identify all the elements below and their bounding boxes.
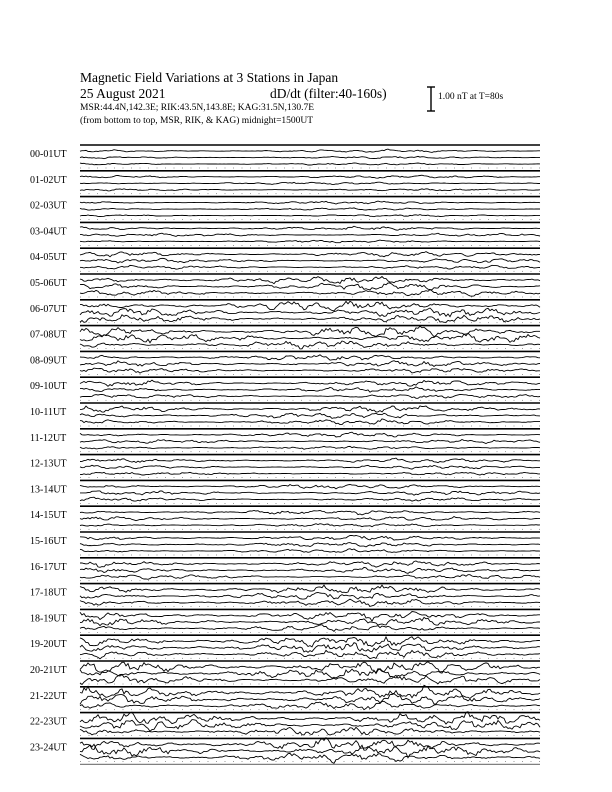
trace-rik: [80, 465, 540, 469]
row-label: 19-20UT: [30, 639, 67, 651]
trace-kag: [80, 201, 540, 204]
trace-rik: [80, 182, 540, 184]
row-01-02UT: [30, 171, 540, 194]
trace-rik: [80, 258, 540, 263]
trace-rik: [80, 283, 540, 290]
trace-msr: [80, 524, 540, 527]
trace-rik: [80, 440, 540, 444]
row-09-10UT: [30, 377, 540, 400]
row-label: 06-07UT: [30, 303, 67, 315]
trace-msr: [80, 341, 540, 349]
trace-rik: [80, 593, 540, 600]
row-label: 00-01UT: [30, 149, 67, 160]
trace-kag: [80, 277, 540, 284]
trace-kag: [80, 458, 540, 463]
row-label: 05-06UT: [30, 278, 67, 289]
trace-kag: [80, 662, 540, 674]
row-11-12UT: [30, 429, 540, 452]
trace-rik: [80, 387, 540, 392]
trace-msr: [80, 727, 540, 735]
trace-rik: [80, 156, 540, 158]
trace-rik: [80, 491, 540, 495]
row-12-13UT: [30, 455, 540, 478]
row-10-11UT: [30, 403, 540, 426]
row-04-05UT: [30, 248, 540, 271]
row-label: 14-15UT: [30, 510, 67, 522]
trace-kag: [80, 355, 540, 360]
trace-msr: [80, 472, 540, 475]
row-label: 09-10UT: [30, 381, 67, 393]
station-order-note: (from bottom to top, MSR, RIK, & KAG) midnight=1500UT: [80, 116, 314, 126]
row-label: 10-11UT: [30, 407, 67, 418]
trace-msr: [80, 497, 540, 501]
trace-kag: [80, 326, 540, 337]
trace-msr: [80, 549, 540, 553]
trace-rik: [80, 669, 540, 679]
trace-kag: [80, 585, 540, 593]
row-label: 15-16UT: [30, 536, 67, 547]
trace-msr: [80, 446, 540, 449]
trace-kag: [80, 637, 540, 647]
trace-kag: [80, 535, 540, 540]
trace-msr: [80, 394, 540, 398]
trace-kag: [80, 380, 540, 386]
row-label: 22-23UT: [30, 716, 67, 728]
trace-kag: [80, 511, 540, 515]
trace-msr: [80, 753, 540, 763]
row-label: 13-14UT: [30, 484, 67, 496]
trace-msr: [80, 290, 540, 297]
chart-date: 25 August 2021: [80, 86, 166, 101]
row-08-09UT: [30, 351, 540, 374]
row-15-16UT: [30, 532, 540, 555]
trace-rik: [80, 361, 540, 367]
trace-kag: [80, 406, 540, 412]
trace-kag: [80, 612, 540, 622]
row-label: 12-13UT: [30, 458, 67, 470]
row-06-07UT: [30, 300, 540, 323]
trace-msr: [80, 625, 540, 632]
trace-rik: [80, 517, 540, 521]
row-label: 18-19UT: [30, 613, 67, 625]
row-05-06UT: [30, 274, 540, 297]
trace-kag: [80, 561, 540, 567]
trace-msr: [80, 701, 540, 709]
trace-rik: [80, 233, 540, 236]
row-21-22UT: [30, 685, 540, 710]
row-label: 01-02UT: [30, 174, 67, 186]
trace-msr: [80, 163, 540, 165]
row-label: 17-18UT: [30, 587, 67, 599]
row-07-08UT: [30, 326, 540, 349]
trace-msr: [80, 215, 540, 217]
row-label: 20-21UT: [30, 665, 67, 676]
chart-filter: dD/dt (filter:40-160s): [270, 86, 387, 101]
trace-kag: [80, 485, 540, 489]
row-14-15UT: [30, 506, 540, 529]
trace-rik: [80, 694, 540, 705]
row-20-21UT: [30, 661, 540, 685]
trace-msr: [80, 650, 540, 659]
row-label: 02-03UT: [30, 200, 67, 212]
row-18-19UT: [30, 609, 540, 632]
row-label: 23-24UT: [30, 742, 67, 754]
row-16-17UT: [30, 558, 540, 581]
trace-msr: [80, 575, 540, 580]
trace-kag: [80, 226, 540, 230]
trace-msr: [80, 265, 540, 269]
trace-rik: [80, 643, 540, 653]
row-label: 11-12UT: [30, 432, 67, 444]
station-coordinates: MSR:44.4N,142.3E; RIK:43.5N,143.8E; KAG:31.5N,130.7E: [80, 103, 315, 113]
trace-rik: [80, 333, 540, 343]
trace-msr: [80, 368, 540, 373]
row-19-20UT: [30, 635, 540, 659]
row-label: 03-04UT: [30, 226, 67, 238]
trace-rik: [80, 308, 540, 317]
trace-msr: [80, 599, 540, 606]
trace-rik: [80, 208, 540, 210]
row-13-14UT: [30, 480, 540, 503]
chart-title: Magnetic Field Variations at 3 Stations in Japan: [80, 70, 339, 85]
row-23-24UT: [30, 738, 540, 764]
trace-rik: [80, 543, 540, 547]
trace-kag: [80, 175, 540, 178]
trace-rik: [80, 413, 540, 418]
trace-kag: [80, 432, 540, 437]
trace-rik: [80, 617, 540, 625]
trace-kag: [80, 301, 540, 311]
row-02-03UT: [30, 197, 540, 220]
trace-msr: [80, 240, 540, 243]
row-label: 08-09UT: [30, 355, 67, 367]
row-label: 21-22UT: [30, 690, 67, 702]
row-00-01UT: [30, 145, 540, 168]
trace-kag: [80, 252, 540, 257]
row-label: 16-17UT: [30, 561, 67, 573]
trace-msr: [80, 419, 540, 425]
row-17-18UT: [30, 584, 540, 607]
row-03-04UT: [30, 222, 540, 245]
row-label: 07-08UT: [30, 329, 67, 341]
row-22-23UT: [30, 712, 540, 736]
trace-msr: [80, 315, 540, 323]
trace-kag: [80, 149, 540, 152]
row-label: 04-05UT: [30, 252, 67, 264]
trace-rik: [80, 567, 540, 573]
scale-label: 1.00 nT at T=80s: [438, 92, 504, 102]
trace-msr: [80, 189, 540, 191]
